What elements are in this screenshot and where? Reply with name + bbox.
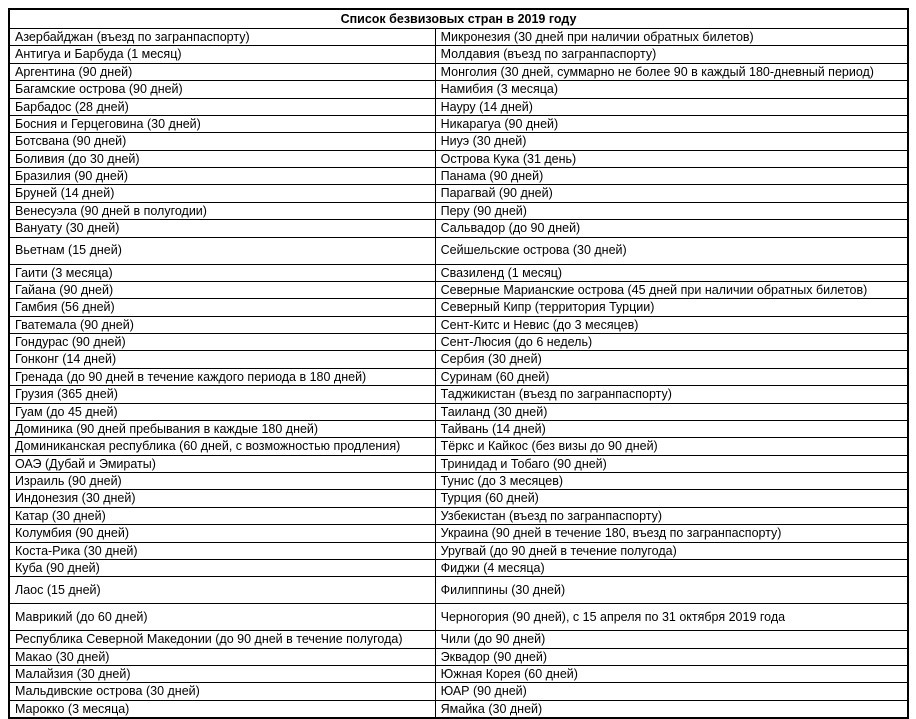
table-row (9, 403, 908, 420)
table-title-row (9, 9, 908, 29)
table-row (9, 115, 908, 132)
country-cell-left: Аргентина (90 дней) (9, 63, 435, 80)
country-cell-right: Никарагуа (90 дней) (435, 115, 908, 132)
country-cell-right: Украина (90 дней в течение 180, въезд по загранпаспорту) (435, 525, 908, 542)
country-cell-left: Багамские острова (90 дней) (9, 81, 435, 98)
country-cell-right: Таджикистан (въезд по загранпаспорту) (435, 386, 908, 403)
country-cell-right: Перу (90 дней) (435, 202, 908, 219)
table-row (9, 525, 908, 542)
country-cell-left: ОАЭ (Дубай и Эмираты) (9, 455, 435, 472)
country-cell-left: Индонезия (30 дней) (9, 490, 435, 507)
country-cell-left: Макао (30 дней) (9, 648, 435, 665)
table-row (9, 666, 908, 683)
country-cell-left: Колумбия (90 дней) (9, 525, 435, 542)
table-row (9, 438, 908, 455)
country-cell-right: Черногория (90 дней), с 15 апреля по 31 октября 2019 года (435, 604, 908, 631)
country-cell-left: Израиль (90 дней) (9, 473, 435, 490)
table-title: Список безвизовых стран в 2019 году (9, 9, 908, 29)
table-row (9, 577, 908, 604)
country-cell-right: Южная Корея (60 дней) (435, 666, 908, 683)
table-row (9, 631, 908, 648)
country-cell-right: Сент-Люсия (до 6 недель) (435, 334, 908, 351)
country-cell-right: Ямайка (30 дней) (435, 700, 908, 718)
country-cell-left: Куба (90 дней) (9, 559, 435, 576)
country-cell-right: Парагвай (90 дней) (435, 185, 908, 202)
country-cell-left: Гренада (до 90 дней в течение каждого периода в 180 дней) (9, 368, 435, 385)
table-row (9, 46, 908, 63)
table-row (9, 299, 908, 316)
country-cell-left: Лаос (15 дней) (9, 577, 435, 604)
table-row (9, 490, 908, 507)
country-cell-left: Босния и Герцеговина (30 дней) (9, 115, 435, 132)
country-cell-left: Гондурас (90 дней) (9, 334, 435, 351)
table-row (9, 133, 908, 150)
country-cell-right: Тайвань (14 дней) (435, 420, 908, 437)
country-cell-left: Гонконг (14 дней) (9, 351, 435, 368)
table-row (9, 150, 908, 167)
country-cell-left: Вьетнам (15 дней) (9, 237, 435, 264)
country-cell-right: Молдавия (въезд по загранпаспорту) (435, 46, 908, 63)
country-cell-right: Тринидад и Тобаго (90 дней) (435, 455, 908, 472)
country-cell-right: Панама (90 дней) (435, 168, 908, 185)
table-row (9, 368, 908, 385)
table-row (9, 334, 908, 351)
country-cell-right: Северный Кипр (территория Турции) (435, 299, 908, 316)
country-cell-left: Марокко (3 месяца) (9, 700, 435, 718)
table-row (9, 507, 908, 524)
table-row (9, 98, 908, 115)
table-row (9, 473, 908, 490)
country-cell-right: Северные Марианские острова (45 дней при наличии обратных билетов) (435, 281, 908, 298)
country-cell-right: Фиджи (4 месяца) (435, 559, 908, 576)
table-row (9, 237, 908, 264)
country-cell-left: Барбадос (28 дней) (9, 98, 435, 115)
table-row (9, 542, 908, 559)
country-cell-right: Ниуэ (30 дней) (435, 133, 908, 150)
country-cell-right: Таиланд (30 дней) (435, 403, 908, 420)
country-cell-left: Малайзия (30 дней) (9, 666, 435, 683)
visa-free-countries-table (8, 8, 909, 719)
table-row (9, 264, 908, 281)
country-cell-right: Монголия (30 дней, суммарно не более 90 в каждый 180-дневный период) (435, 63, 908, 80)
country-cell-left: Гуам (до 45 дней) (9, 403, 435, 420)
country-cell-left: Боливия (до 30 дней) (9, 150, 435, 167)
table-row (9, 559, 908, 576)
country-cell-right: Острова Кука (31 день) (435, 150, 908, 167)
country-cell-left: Вануату (30 дней) (9, 220, 435, 237)
country-cell-right: Эквадор (90 дней) (435, 648, 908, 665)
table-body (9, 29, 908, 719)
country-cell-right: Сейшельские острова (30 дней) (435, 237, 908, 264)
country-cell-left: Катар (30 дней) (9, 507, 435, 524)
country-cell-left: Венесуэла (90 дней в полугодии) (9, 202, 435, 219)
country-cell-left: Ботсвана (90 дней) (9, 133, 435, 150)
country-cell-left: Республика Северной Македонии (до 90 дней в течение полугода) (9, 631, 435, 648)
table-row (9, 683, 908, 700)
country-cell-right: ЮАР (90 дней) (435, 683, 908, 700)
country-cell-right: Сербия (30 дней) (435, 351, 908, 368)
country-cell-right: Свазиленд (1 месяц) (435, 264, 908, 281)
country-cell-left: Гайана (90 дней) (9, 281, 435, 298)
country-cell-left: Маврикий (до 60 дней) (9, 604, 435, 631)
country-cell-left: Доминика (90 дней пребывания в каждые 180 дней) (9, 420, 435, 437)
country-cell-right: Тёркс и Кайкос (без визы до 90 дней) (435, 438, 908, 455)
country-cell-left: Мальдивские острова (30 дней) (9, 683, 435, 700)
table-row (9, 81, 908, 98)
country-cell-right: Микронезия (30 дней при наличии обратных билетов) (435, 29, 908, 46)
country-cell-left: Доминиканская республика (60 дней, с возможностью продления) (9, 438, 435, 455)
country-cell-right: Турция (60 дней) (435, 490, 908, 507)
country-cell-right: Сальвадор (до 90 дней) (435, 220, 908, 237)
country-cell-left: Гаити (3 месяца) (9, 264, 435, 281)
table-row (9, 29, 908, 46)
table-row (9, 185, 908, 202)
country-cell-left: Гамбия (56 дней) (9, 299, 435, 316)
country-cell-right: Узбекистан (въезд по загранпаспорту) (435, 507, 908, 524)
country-cell-right: Суринам (60 дней) (435, 368, 908, 385)
table-row (9, 351, 908, 368)
table-row (9, 455, 908, 472)
country-cell-left: Коста-Рика (30 дней) (9, 542, 435, 559)
table-row (9, 604, 908, 631)
country-cell-right: Филиппины (30 дней) (435, 577, 908, 604)
table-row (9, 168, 908, 185)
country-cell-right: Сент-Китс и Невис (до 3 месяцев) (435, 316, 908, 333)
table-row (9, 316, 908, 333)
country-cell-right: Намибия (3 месяца) (435, 81, 908, 98)
country-cell-left: Антигуа и Барбуда (1 месяц) (9, 46, 435, 63)
country-cell-left: Бруней (14 дней) (9, 185, 435, 202)
country-cell-left: Азербайджан (въезд по загранпаспорту) (9, 29, 435, 46)
table-row (9, 420, 908, 437)
country-cell-right: Чили (до 90 дней) (435, 631, 908, 648)
table-row (9, 63, 908, 80)
country-cell-left: Гватемала (90 дней) (9, 316, 435, 333)
table-row (9, 202, 908, 219)
table-row (9, 700, 908, 718)
table-row (9, 386, 908, 403)
table-row (9, 648, 908, 665)
table-row (9, 281, 908, 298)
country-cell-right: Науру (14 дней) (435, 98, 908, 115)
country-cell-left: Грузия (365 дней) (9, 386, 435, 403)
country-cell-right: Тунис (до 3 месяцев) (435, 473, 908, 490)
country-cell-left: Бразилия (90 дней) (9, 168, 435, 185)
country-cell-right: Уругвай (до 90 дней в течение полугода) (435, 542, 908, 559)
table-row (9, 220, 908, 237)
